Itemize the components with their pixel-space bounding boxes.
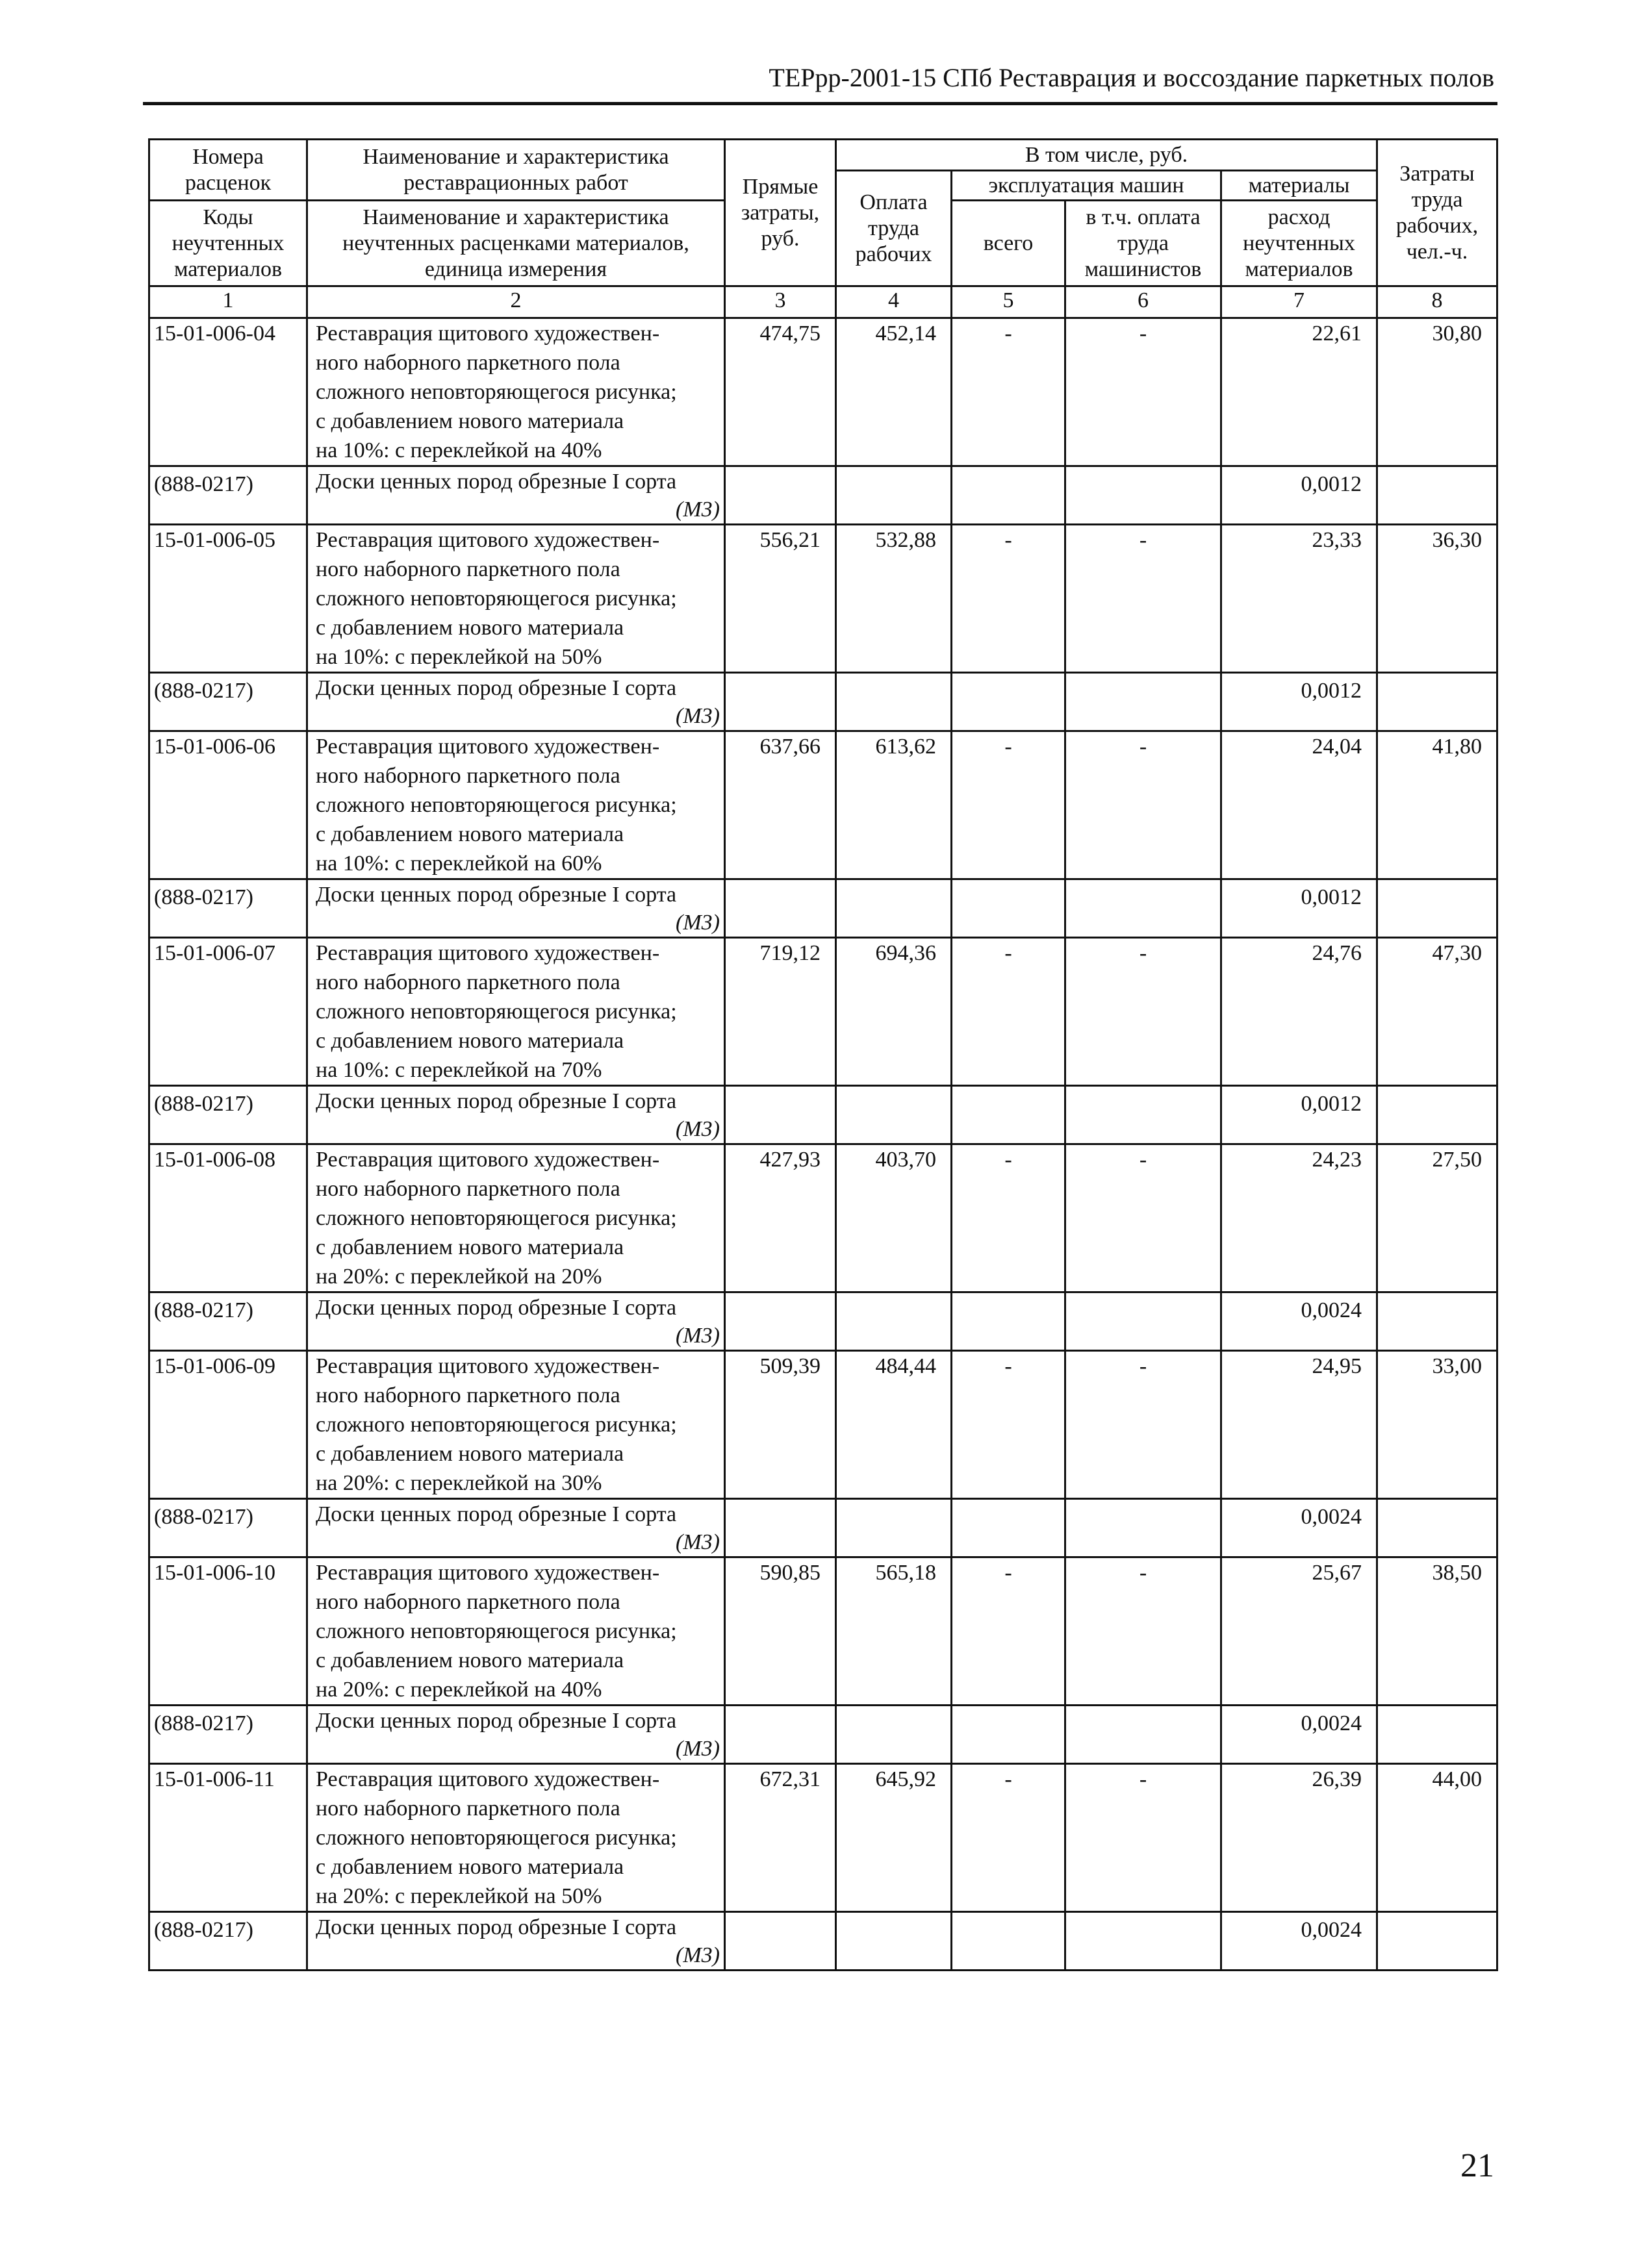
material-cell [307, 1706, 725, 1764]
machinist-pay-value: - [1065, 318, 1221, 466]
labor-hours-value: 27,50 [1377, 1144, 1497, 1292]
table-body [149, 318, 1497, 1971]
material-row [149, 1912, 1497, 1971]
labor-pay-value: 613,62 [836, 731, 952, 879]
direct-costs-value: 474,75 [725, 318, 836, 466]
column-number: 1 [149, 286, 307, 318]
description-line: Реставрация щитового художествен- [316, 1148, 660, 1172]
empty-cell [952, 1499, 1065, 1557]
header-rate-numbers: Номера расценок [149, 140, 307, 201]
description-line: сложного неповторяющегося рисунка; [316, 1206, 677, 1230]
header-machine-operation: эксплуатация машин [952, 171, 1221, 201]
description-line: ного наборного паркетного пола [316, 1796, 620, 1821]
description-line: Реставрация щитового художествен- [316, 1354, 660, 1378]
description-line: на 20%: с переклейкой на 40% [316, 1678, 602, 1702]
rate-description [307, 318, 725, 466]
materials-value: 24,04 [1221, 731, 1377, 879]
material-unit: (М3) [676, 1943, 720, 1967]
materials-value: 25,67 [1221, 1557, 1377, 1706]
materials-value: 22,61 [1221, 318, 1377, 466]
machines-total-value: - [952, 731, 1065, 879]
material-row [149, 1499, 1497, 1557]
header-labor-costs: Затраты труда рабочих, чел.-ч. [1377, 140, 1497, 286]
direct-costs-value: 719,12 [725, 938, 836, 1086]
column-number: 2 [307, 286, 725, 318]
material-cell [307, 1912, 725, 1971]
rate-description [307, 1557, 725, 1706]
header-direct-costs: Прямые затраты, руб. [725, 140, 836, 286]
rate-description [307, 731, 725, 879]
empty-cell [836, 1706, 952, 1764]
material-code: (888-0217) [149, 1499, 307, 1557]
description-line: с добавлением нового материала [316, 409, 624, 433]
rate-description [307, 938, 725, 1086]
empty-cell [1377, 879, 1497, 938]
material-name: Доски ценных пород обрезные I сорта [316, 470, 677, 494]
material-name: Доски ценных пород обрезные I сорта [316, 1089, 677, 1113]
material-row [149, 1086, 1497, 1144]
empty-cell [952, 1292, 1065, 1351]
rate-row [149, 1351, 1497, 1499]
machines-total-value: - [952, 1764, 1065, 1912]
machines-total-value: - [952, 1557, 1065, 1706]
empty-cell [952, 466, 1065, 525]
material-row [149, 1292, 1497, 1351]
description-line: ного наборного паркетного пола [316, 557, 620, 581]
empty-cell [1377, 673, 1497, 731]
rate-description [307, 1144, 725, 1292]
rate-code: 15-01-006-11 [149, 1764, 307, 1912]
material-consumption-value: 0,0012 [1221, 1086, 1377, 1144]
labor-pay-value: 565,18 [836, 1557, 952, 1706]
header-including: В том числе, руб. [836, 140, 1377, 171]
rates-table [148, 138, 1498, 1971]
description-line: на 10%: с переклейкой на 70% [316, 1058, 602, 1082]
empty-cell [1065, 1912, 1221, 1971]
material-row [149, 879, 1497, 938]
labor-pay-value: 694,36 [836, 938, 952, 1086]
description-line: Реставрация щитового художествен- [316, 1561, 660, 1585]
material-cell [307, 466, 725, 525]
machinist-pay-value: - [1065, 1144, 1221, 1292]
rate-row [149, 1144, 1497, 1292]
header-materials: материалы [1221, 171, 1377, 201]
empty-cell [1377, 1499, 1497, 1557]
machinist-pay-value: - [1065, 731, 1221, 879]
direct-costs-value: 672,31 [725, 1764, 836, 1912]
materials-value: 24,23 [1221, 1144, 1377, 1292]
labor-pay-value: 484,44 [836, 1351, 952, 1499]
material-name: Доски ценных пород обрезные I сорта [316, 1296, 677, 1320]
description-line: на 10%: с переклейкой на 40% [316, 438, 602, 462]
empty-cell [725, 879, 836, 938]
empty-cell [725, 1292, 836, 1351]
material-unit: (М3) [676, 1117, 720, 1141]
rate-code: 15-01-006-09 [149, 1351, 307, 1499]
description-line: с добавлением нового материала [316, 822, 624, 846]
material-unit: (М3) [676, 1737, 720, 1761]
empty-cell [836, 1499, 952, 1557]
empty-cell [1377, 1292, 1497, 1351]
material-unit: (М3) [676, 911, 720, 935]
running-head-title: ТЕРрр-2001-15 СПб Реставрация и воссоздание паркетных полов [769, 63, 1494, 92]
description-line: с добавлением нового материала [316, 1235, 624, 1259]
column-number: 3 [725, 286, 836, 318]
material-name: Доски ценных пород обрезные I сорта [316, 676, 677, 700]
machinist-pay-value: - [1065, 1764, 1221, 1912]
machines-total-value: - [952, 1144, 1065, 1292]
column-number-row [149, 286, 1497, 318]
labor-hours-value: 44,00 [1377, 1764, 1497, 1912]
rate-description [307, 1351, 725, 1499]
material-code: (888-0217) [149, 1292, 307, 1351]
description-line: сложного неповторяющегося рисунка; [316, 586, 677, 611]
column-number: 5 [952, 286, 1065, 318]
material-unit: (М3) [676, 1324, 720, 1348]
labor-hours-value: 38,50 [1377, 1557, 1497, 1706]
rate-row [149, 1557, 1497, 1706]
description-line: Реставрация щитового художествен- [316, 1767, 660, 1791]
direct-costs-value: 427,93 [725, 1144, 836, 1292]
material-name: Доски ценных пород обрезные I сорта [316, 1915, 677, 1939]
labor-hours-value: 41,80 [1377, 731, 1497, 879]
material-name: Доски ценных пород обрезные I сорта [316, 1709, 677, 1733]
rate-code: 15-01-006-04 [149, 318, 307, 466]
description-line: сложного неповторяющегося рисунка; [316, 1826, 677, 1850]
description-line: на 10%: с переклейкой на 60% [316, 851, 602, 876]
description-line: сложного неповторяющегося рисунка; [316, 793, 677, 817]
rate-row [149, 731, 1497, 879]
material-consumption-value: 0,0012 [1221, 673, 1377, 731]
header-material-name: Наименование и характеристика неучтенных расценками материалов, единица измерения [307, 201, 725, 286]
machines-total-value: - [952, 938, 1065, 1086]
rate-row [149, 318, 1497, 466]
material-name: Доски ценных пород обрезные I сорта [316, 883, 677, 907]
description-line: с добавлением нового материала [316, 1029, 624, 1053]
empty-cell [836, 879, 952, 938]
material-consumption-value: 0,0024 [1221, 1706, 1377, 1764]
header-labor-pay: Оплата труда рабочих [836, 171, 952, 286]
labor-hours-value: 33,00 [1377, 1351, 1497, 1499]
description-line: ного наборного паркетного пола [316, 1590, 620, 1614]
material-unit: (М3) [676, 704, 720, 728]
description-line: с добавлением нового материала [316, 1442, 624, 1466]
machinist-pay-value: - [1065, 525, 1221, 673]
description-line: сложного неповторяющегося рисунка; [316, 1619, 677, 1643]
empty-cell [836, 1912, 952, 1971]
material-row [149, 1706, 1497, 1764]
empty-cell [952, 673, 1065, 731]
description-line: на 20%: с переклейкой на 30% [316, 1471, 602, 1495]
material-consumption-value: 0,0012 [1221, 466, 1377, 525]
material-cell [307, 1086, 725, 1144]
header-unaccounted-consumption: расход неучтенных материалов [1221, 201, 1377, 286]
materials-value: 24,95 [1221, 1351, 1377, 1499]
empty-cell [836, 466, 952, 525]
description-line: с добавлением нового материала [316, 1648, 624, 1672]
material-cell [307, 879, 725, 938]
material-code: (888-0217) [149, 673, 307, 731]
description-line: ного наборного паркетного пола [316, 764, 620, 788]
material-row [149, 673, 1497, 731]
empty-cell [1065, 1499, 1221, 1557]
material-consumption-value: 0,0024 [1221, 1912, 1377, 1971]
rate-row [149, 938, 1497, 1086]
labor-pay-value: 645,92 [836, 1764, 952, 1912]
description-line: сложного неповторяющегося рисунка; [316, 1413, 677, 1437]
header-work-name: Наименование и характеристика реставрационных работ [307, 140, 725, 201]
empty-cell [1377, 466, 1497, 525]
machinist-pay-value: - [1065, 1557, 1221, 1706]
rate-code: 15-01-006-07 [149, 938, 307, 1086]
rate-row [149, 525, 1497, 673]
empty-cell [1065, 466, 1221, 525]
labor-pay-value: 452,14 [836, 318, 952, 466]
description-line: ного наборного паркетного пола [316, 351, 620, 375]
materials-value: 23,33 [1221, 525, 1377, 673]
material-unit: (М3) [676, 498, 720, 522]
description-line: сложного неповторяющегося рисунка; [316, 380, 677, 404]
machines-total-value: - [952, 1351, 1065, 1499]
rate-code: 15-01-006-06 [149, 731, 307, 879]
material-row [149, 466, 1497, 525]
labor-hours-value: 30,80 [1377, 318, 1497, 466]
empty-cell [725, 1706, 836, 1764]
direct-costs-value: 556,21 [725, 525, 836, 673]
empty-cell [725, 1499, 836, 1557]
empty-cell [725, 466, 836, 525]
rate-code: 15-01-006-05 [149, 525, 307, 673]
empty-cell [1065, 1086, 1221, 1144]
direct-costs-value: 509,39 [725, 1351, 836, 1499]
header-machinist-pay: в т.ч. оплата труда машинистов [1065, 201, 1221, 286]
empty-cell [836, 673, 952, 731]
empty-cell [1065, 879, 1221, 938]
empty-cell [952, 1912, 1065, 1971]
empty-cell [725, 1912, 836, 1971]
description-line: ного наборного паркетного пола [316, 1383, 620, 1407]
material-cell [307, 673, 725, 731]
description-line: Реставрация щитового художествен- [316, 528, 660, 552]
machinist-pay-value: - [1065, 938, 1221, 1086]
labor-pay-value: 403,70 [836, 1144, 952, 1292]
header-material-codes: Коды неучтенных материалов [149, 201, 307, 286]
material-name: Доски ценных пород обрезные I сорта [316, 1502, 677, 1526]
material-code: (888-0217) [149, 879, 307, 938]
empty-cell [1377, 1086, 1497, 1144]
empty-cell [1377, 1912, 1497, 1971]
column-number: 7 [1221, 286, 1377, 318]
material-cell [307, 1292, 725, 1351]
direct-costs-value: 590,85 [725, 1557, 836, 1706]
description-line: с добавлением нового материала [316, 616, 624, 640]
description-line: сложного неповторяющегося рисунка; [316, 1000, 677, 1024]
empty-cell [1065, 1292, 1221, 1351]
labor-pay-value: 532,88 [836, 525, 952, 673]
rate-description [307, 525, 725, 673]
rate-description [307, 1764, 725, 1912]
column-number: 4 [836, 286, 952, 318]
rate-code: 15-01-006-08 [149, 1144, 307, 1292]
machines-total-value: - [952, 525, 1065, 673]
description-line: ного наборного паркетного пола [316, 1177, 620, 1201]
materials-value: 24,76 [1221, 938, 1377, 1086]
column-number: 8 [1377, 286, 1497, 318]
direct-costs-value: 637,66 [725, 731, 836, 879]
table-header [149, 140, 1497, 318]
description-line: на 20%: с переклейкой на 50% [316, 1884, 602, 1908]
description-line: на 20%: с переклейкой на 20% [316, 1265, 602, 1289]
material-code: (888-0217) [149, 1706, 307, 1764]
empty-cell [1065, 673, 1221, 731]
labor-hours-value: 47,30 [1377, 938, 1497, 1086]
empty-cell [1377, 1706, 1497, 1764]
empty-cell [952, 879, 1065, 938]
material-unit: (М3) [676, 1530, 720, 1554]
column-number: 6 [1065, 286, 1221, 318]
page-number: 21 [1460, 2147, 1494, 2184]
header-machine-total: всего [952, 201, 1065, 286]
machines-total-value: - [952, 318, 1065, 466]
description-line: Реставрация щитового художествен- [316, 941, 660, 965]
rate-code: 15-01-006-10 [149, 1557, 307, 1706]
material-code: (888-0217) [149, 1086, 307, 1144]
empty-cell [952, 1706, 1065, 1764]
empty-cell [952, 1086, 1065, 1144]
empty-cell [1065, 1706, 1221, 1764]
labor-hours-value: 36,30 [1377, 525, 1497, 673]
empty-cell [725, 1086, 836, 1144]
description-line: на 10%: с переклейкой на 50% [316, 645, 602, 669]
description-line: с добавлением нового материала [316, 1855, 624, 1879]
description-line: ного наборного паркетного пола [316, 970, 620, 994]
description-line: Реставрация щитового художествен- [316, 321, 660, 346]
description-line: Реставрация щитового художествен- [316, 735, 660, 759]
material-consumption-value: 0,0024 [1221, 1292, 1377, 1351]
machinist-pay-value: - [1065, 1351, 1221, 1499]
empty-cell [836, 1292, 952, 1351]
empty-cell [725, 673, 836, 731]
rate-row [149, 1764, 1497, 1912]
material-cell [307, 1499, 725, 1557]
material-code: (888-0217) [149, 466, 307, 525]
header-rule [143, 102, 1497, 105]
material-consumption-value: 0,0024 [1221, 1499, 1377, 1557]
material-code: (888-0217) [149, 1912, 307, 1971]
empty-cell [836, 1086, 952, 1144]
materials-value: 26,39 [1221, 1764, 1377, 1912]
material-consumption-value: 0,0012 [1221, 879, 1377, 938]
